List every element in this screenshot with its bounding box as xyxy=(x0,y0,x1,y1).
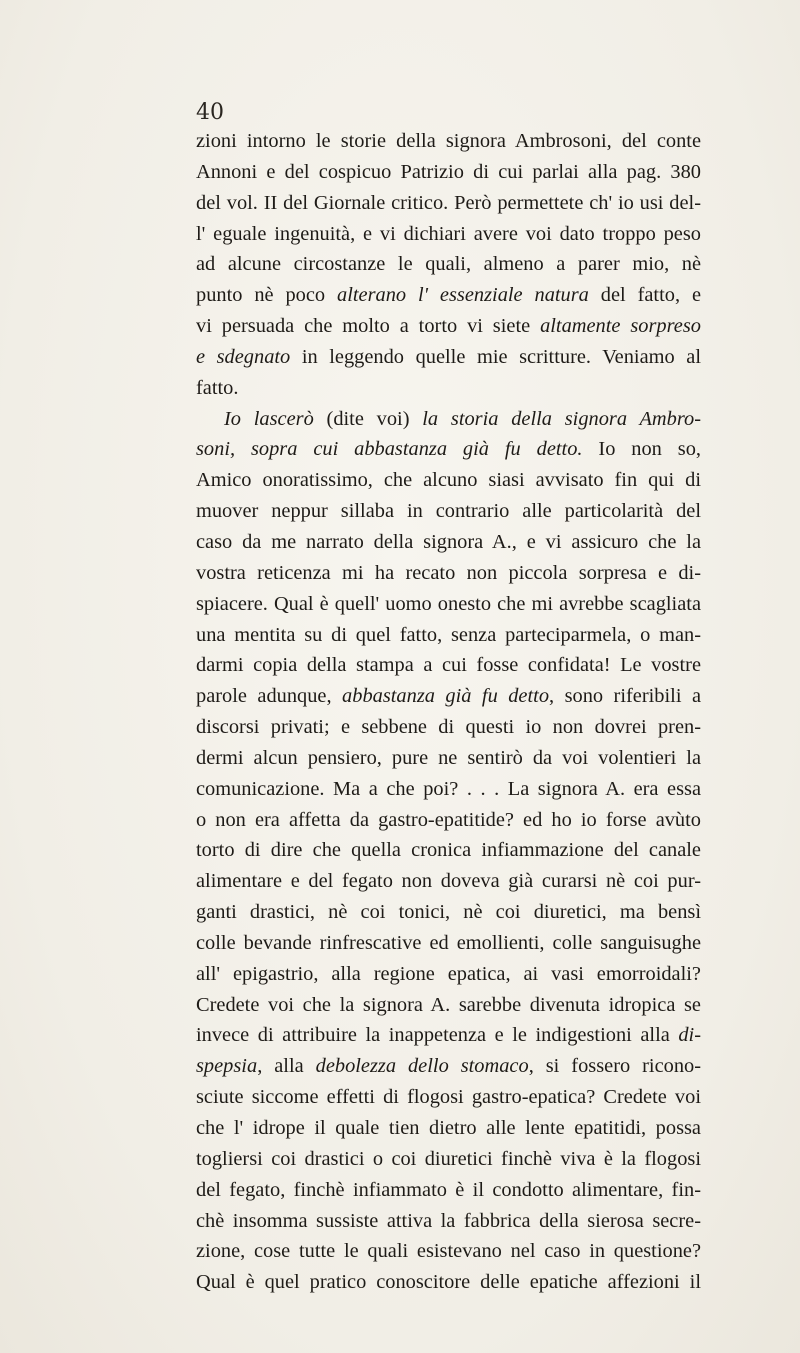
text-run: zioni intorno le storie della signora Ambrosoni, del conte xyxy=(196,130,701,152)
text-line xyxy=(196,620,701,651)
text-line xyxy=(196,1020,701,1051)
text-run: caso da me narrato della signora A., e vi assicuro che la xyxy=(196,530,701,553)
text-run: comunicazione. Ma a che poi? . . . La signora A. era essa xyxy=(196,777,701,800)
italic-phrase: abbastanza già fu detto xyxy=(342,685,550,708)
text-line xyxy=(196,280,701,311)
text-line xyxy=(196,928,701,959)
italic-phrase: Io lascerò xyxy=(224,407,314,430)
text-run: Qual è quel pratico conoscitore delle epatiche affezioni il xyxy=(196,1271,701,1294)
italic-phrase: altamente sorpreso xyxy=(540,315,701,338)
text-line xyxy=(196,188,701,219)
text-run: l' eguale ingenuità, e vi dichiari avere voi dato troppo peso xyxy=(196,222,701,245)
text-run: parole adunque, xyxy=(196,685,343,708)
text-run: ganti drastici, nè coi tonici, nè coi diuretici, ma bensì xyxy=(196,901,701,924)
text-line xyxy=(196,1051,701,1082)
text-run: (dite voi) xyxy=(313,407,423,430)
text-line xyxy=(196,157,701,188)
text-line xyxy=(196,1144,701,1175)
text-line xyxy=(196,959,701,990)
text-run: del fegato, finchè infiammato è il condotto alimentare, fin- xyxy=(196,1178,701,1201)
text-run: dermi alcun pensiero, pure ne sentirò da voi volentieri la xyxy=(196,746,701,769)
text-line xyxy=(196,219,701,250)
page-number: 40 xyxy=(196,100,224,125)
text-line xyxy=(196,1082,701,1113)
text-run: , sono riferibili a xyxy=(549,685,701,708)
text-run: , si fossero ricono- xyxy=(528,1055,701,1078)
text-run: muover neppur sillaba in contrario alle particolarità del xyxy=(196,500,701,523)
text-line xyxy=(196,1267,701,1298)
text-line xyxy=(196,805,701,836)
text-line xyxy=(196,743,701,774)
text-line xyxy=(196,465,701,496)
text-run: torto di dire che quella cronica infiammazione del canale xyxy=(196,839,701,862)
text-line xyxy=(196,835,701,866)
text-line xyxy=(196,311,701,342)
text-run: Credete voi che la signora A. sarebbe divenuta idropica se xyxy=(196,993,701,1016)
text-run: vi persuada che molto a torto vi siete xyxy=(196,315,541,338)
text-line xyxy=(196,527,701,558)
italic-phrase: e sdegnato xyxy=(196,345,291,368)
text-run: zione, cose tutte le quali esistevano nel caso in questione? xyxy=(196,1240,701,1263)
text-line xyxy=(196,249,701,280)
italic-phrase: di- xyxy=(678,1024,701,1047)
text-line xyxy=(196,342,701,373)
text-line xyxy=(196,404,701,435)
text-line xyxy=(196,866,701,897)
text-line xyxy=(196,681,701,712)
text-line xyxy=(196,774,701,805)
text-run: spiacere. Qual è quell' uomo onesto che mi avrebbe scagliata xyxy=(196,592,701,615)
text-run: o non era affetta da gastro-epatitide? ed ho io forse avùto xyxy=(196,808,701,831)
text-run: fatto. xyxy=(196,376,239,399)
text-line xyxy=(196,496,701,527)
text-run: invece di attribuire la inappetenza e le indigestioni alla xyxy=(196,1024,679,1047)
text-run: Io non so, xyxy=(582,438,701,461)
italic-phrase: la storia della signora Ambro- xyxy=(422,407,701,430)
text-run: Amico onoratissimo, che alcuno siasi avvisato fin qui di xyxy=(196,469,701,492)
text-run: in leggendo quelle mie scritture. Veniamo al xyxy=(290,345,701,368)
text-line xyxy=(196,990,701,1021)
text-line xyxy=(196,558,701,589)
italic-phrase: alterano l' essenziale natura xyxy=(337,284,589,307)
text-run: vostra reticenza mi ha recato non piccola sorpresa e di- xyxy=(196,561,701,584)
text-line xyxy=(196,1175,701,1206)
text-run: all' epigastrio, alla regione epatica, ai vasi emorroidali? xyxy=(196,962,701,985)
italic-phrase: soni, sopra cui abbastanza già fu detto. xyxy=(196,438,583,461)
text-run: del vol. II del Giornale critico. Però permettete ch' io usi del- xyxy=(196,191,701,214)
text-line xyxy=(196,897,701,928)
text-run: togliersi coi drastici o coi diuretici finchè viva è la flogosi xyxy=(196,1147,701,1170)
text-run: che l' idrope il quale tien dietro alle lente epatitidi, possa xyxy=(196,1117,701,1139)
text-run: ad alcune circostanze le quali, almeno a parer mio, nè xyxy=(196,253,701,276)
text-run: discorsi privati; e sebbene di questi io non dovrei pren- xyxy=(196,716,701,739)
text-line xyxy=(196,589,701,620)
text-line xyxy=(196,712,701,743)
italic-phrase: debolezza dello stomaco xyxy=(315,1055,529,1078)
text-run: alimentare e del fegato non doveva già curarsi nè coi pur- xyxy=(196,870,701,893)
text-line xyxy=(196,1236,701,1267)
text-run: sciute siccome effetti di flogosi gastro-epatica? Credete voi xyxy=(196,1086,701,1109)
text-run: , alla xyxy=(257,1055,316,1078)
text-line xyxy=(196,650,701,681)
text-line xyxy=(196,1113,701,1144)
text-line xyxy=(196,434,701,465)
text-run: colle bevande rinfrescative ed emollienti, colle sanguisughe xyxy=(196,931,701,954)
text-line xyxy=(196,373,701,404)
text-run: darmi copia della stampa a cui fosse confidata! Le vostre xyxy=(196,654,701,677)
text-run: Annoni e del cospicuo Patrizio di cui parlai alla pag. 380 xyxy=(196,160,701,183)
text-run: chè insomma sussiste attiva la fabbrica della sierosa secre- xyxy=(196,1209,701,1232)
text-line xyxy=(196,126,701,157)
text-line xyxy=(196,1206,701,1237)
body-text xyxy=(196,126,701,1298)
text-run: una mentita su di quel fatto, senza parteciparmela, o man- xyxy=(196,623,701,646)
italic-phrase: spepsia xyxy=(196,1055,258,1078)
text-run: del fatto, e xyxy=(588,284,701,307)
text-run: punto nè poco xyxy=(196,284,338,307)
